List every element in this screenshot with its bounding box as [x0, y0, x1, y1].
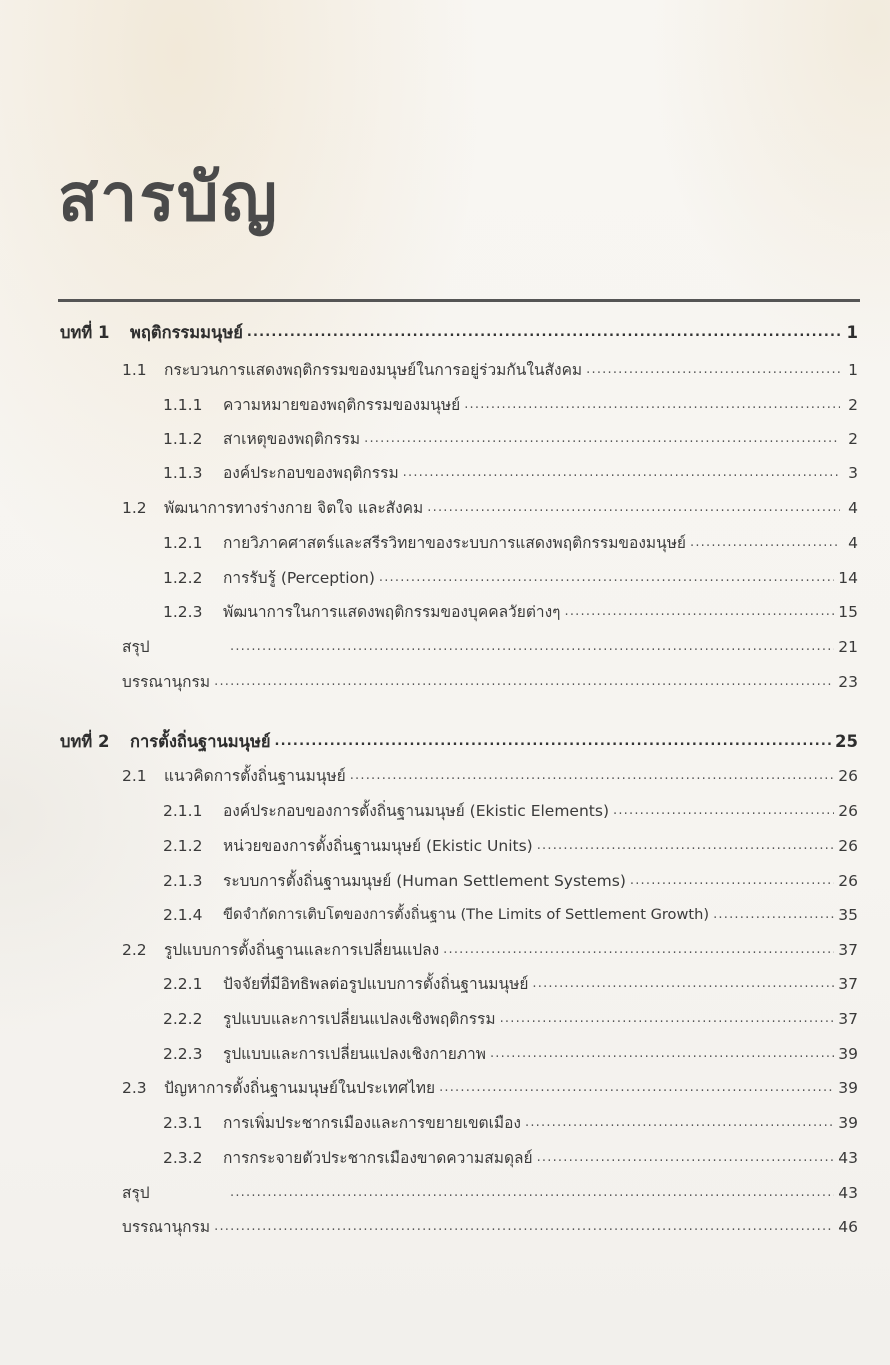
dot-leader	[586, 359, 840, 381]
toc-number: 1.2.3	[163, 603, 203, 621]
dot-leader	[565, 601, 835, 623]
toc-page-number: 14	[838, 569, 858, 587]
toc-label: ระบบการตั้งถิ่นฐานมนุษย์ (Human Settlement Systems)	[223, 872, 626, 890]
toc-subsection-2-3-1[interactable]	[163, 1108, 858, 1134]
toc-section-1-2[interactable]	[122, 493, 858, 519]
toc-number: 2.1.4	[163, 906, 203, 924]
toc-number: 2.3.1	[163, 1114, 203, 1132]
toc-section-2-3[interactable]	[122, 1073, 858, 1099]
dot-leader	[275, 731, 832, 753]
toc-number: 1.1	[122, 361, 147, 379]
page-title: สารบัญ	[58, 159, 279, 236]
toc-number: 2.2.1	[163, 975, 203, 993]
dot-leader	[350, 765, 835, 787]
toc-page-number: 39	[838, 1079, 858, 1097]
toc-number: 1.2.1	[163, 534, 203, 552]
toc-page-number: 4	[848, 534, 858, 552]
toc-label: พัฒนาการทางร่างกาย จิตใจ และสังคม	[164, 499, 424, 517]
toc-page-number: 4	[848, 499, 858, 517]
dot-leader	[490, 1043, 834, 1065]
toc-number: 1.1.3	[163, 464, 203, 482]
toc-number: 1.1.1	[163, 396, 203, 414]
toc-page-number: 2	[848, 396, 858, 414]
toc-label: องค์ประกอบของการตั้งถิ่นฐานมนุษย์ (Ekistic Elements)	[223, 802, 609, 820]
toc-number: บทที่ 1	[60, 323, 110, 342]
toc-page-number: 39	[838, 1045, 858, 1063]
toc-label: พัฒนาการในการแสดงพฤติกรรมของบุคคลวัยต่างๆ	[223, 603, 561, 621]
toc-page-number: 26	[838, 872, 858, 890]
dot-leader	[713, 904, 834, 926]
toc-number: 2.1	[122, 767, 147, 785]
toc-bibliography-2[interactable]	[122, 1212, 858, 1238]
dot-leader	[230, 636, 834, 658]
toc-page-number: 21	[838, 638, 858, 656]
toc-label: ปัจจัยที่มีอิทธิพลต่อรูปแบบการตั้งถิ่นฐานมนุษย์	[223, 975, 529, 993]
toc-subsection-2-1-2[interactable]	[163, 831, 858, 857]
toc-subsection-2-1-3[interactable]	[163, 866, 858, 892]
toc-page-number: 43	[838, 1184, 858, 1202]
dot-leader	[537, 835, 835, 857]
toc-number: 2.1.3	[163, 872, 203, 890]
dot-leader	[443, 939, 834, 961]
toc-label: การเพิ่มประชากรเมืองและการขยายเขตเมือง	[223, 1114, 522, 1132]
toc-page-number: 2	[848, 430, 858, 448]
dot-leader	[379, 567, 834, 589]
toc-label: บรรณานุกรม	[122, 1218, 211, 1236]
dot-leader	[525, 1112, 834, 1134]
dot-leader	[364, 428, 840, 450]
dot-leader	[532, 973, 834, 995]
toc-label: พฤติกรรมมนุษย์	[130, 323, 243, 342]
dot-leader	[230, 1182, 834, 1204]
toc-number: 2.3.2	[163, 1149, 203, 1167]
toc-number: 1.2	[122, 499, 147, 517]
toc-label: รูปแบบและการเปลี่ยนแปลงเชิงพฤติกรรม	[223, 1010, 496, 1028]
dot-leader	[630, 870, 834, 892]
toc-section-2-1[interactable]	[122, 761, 858, 787]
toc-label: กายวิภาคศาสตร์และสรีรวิทยาของระบบการแสดงพฤติกรรมของมนุษย์	[223, 534, 686, 552]
toc-subsection-2-2-2[interactable]	[163, 1004, 858, 1030]
toc-label: สรุป	[122, 638, 150, 656]
toc-number: 1.1.2	[163, 430, 203, 448]
toc-label: หน่วยของการตั้งถิ่นฐานมนุษย์ (Ekistic Units)	[223, 837, 533, 855]
toc-number: 2.3	[122, 1079, 147, 1097]
dot-leader	[214, 671, 834, 693]
toc-subsection-2-1-1[interactable]	[163, 796, 858, 822]
toc-number: 2.2.3	[163, 1045, 203, 1063]
toc-page-number: 26	[838, 837, 858, 855]
toc-label: แนวคิดการตั้งถิ่นฐานมนุษย์	[164, 767, 346, 785]
toc-subsection-1-2-2[interactable]	[163, 563, 858, 589]
dot-leader	[464, 394, 840, 416]
toc-label: สาเหตุของพฤติกรรม	[223, 430, 361, 448]
toc-chapter-1[interactable]	[60, 318, 858, 344]
dot-leader	[500, 1008, 835, 1030]
toc-label: องค์ประกอบของพฤติกรรม	[223, 464, 399, 482]
toc-number: 2.1.2	[163, 837, 203, 855]
toc-subsection-2-3-2[interactable]	[163, 1143, 858, 1169]
toc-number: 1.2.2	[163, 569, 203, 587]
toc-label: บรรณานุกรม	[122, 673, 211, 691]
toc-page-number: 35	[838, 906, 858, 924]
toc-page-number: 26	[838, 767, 858, 785]
toc-label: กระบวนการแสดงพฤติกรรมของมนุษย์ในการอยู่ร่วมกันในสังคม	[164, 361, 583, 379]
toc-label: รูปแบบและการเปลี่ยนแปลงเชิงกายภาพ	[223, 1045, 486, 1063]
toc-subsection-2-2-3[interactable]	[163, 1039, 858, 1065]
dot-leader	[690, 532, 840, 554]
dot-leader	[439, 1077, 834, 1099]
toc-subsection-1-1-2[interactable]	[163, 424, 858, 450]
toc-number: 2.2.2	[163, 1010, 203, 1028]
toc-page-number: 25	[835, 732, 858, 751]
title-rule	[58, 299, 860, 302]
toc-page-number: 3	[848, 464, 858, 482]
toc-subsection-1-2-3[interactable]	[163, 597, 858, 623]
toc-label: สรุป	[122, 1184, 150, 1202]
toc-summary-1[interactable]	[122, 632, 858, 658]
toc-subsection-1-1-1[interactable]	[163, 390, 858, 416]
dot-leader	[403, 462, 840, 484]
toc-label: รูปแบบการตั้งถิ่นฐานและการเปลี่ยนแปลง	[164, 941, 440, 959]
toc-summary-2[interactable]	[122, 1178, 858, 1204]
toc-page-number: 43	[838, 1149, 858, 1167]
toc-page-number: 37	[838, 1010, 858, 1028]
toc-page-number: 37	[838, 941, 858, 959]
toc-label: ปัญหาการตั้งถิ่นฐานมนุษย์ในประเทศไทย	[164, 1079, 436, 1097]
toc-label: การกระจายตัวประชากรเมืองขาดความสมดุลย์	[223, 1149, 533, 1167]
toc-bibliography-1[interactable]	[122, 667, 858, 693]
toc-label: การรับรู้ (Perception)	[223, 569, 375, 587]
toc-page-number: 15	[838, 603, 858, 621]
toc-page-number: 23	[838, 673, 858, 691]
toc-label: ความหมายของพฤติกรรมของมนุษย์	[223, 396, 461, 414]
toc-subsection-1-2-1[interactable]	[163, 528, 858, 554]
toc-label: ขีดจำกัดการเติบโตของการตั้งถิ่นฐาน (The Limits of Settlement Growth)	[223, 906, 710, 923]
toc-subsection-2-2-1[interactable]	[163, 969, 858, 995]
toc-chapter-2[interactable]	[60, 727, 858, 753]
toc-number: 2.1.1	[163, 802, 203, 820]
toc-number: บทที่ 2	[60, 732, 110, 751]
dot-leader	[613, 800, 834, 822]
toc-section-1-1[interactable]	[122, 355, 858, 381]
dot-leader	[247, 322, 840, 344]
toc-page-number: 39	[838, 1114, 858, 1132]
toc-label: การตั้งถิ่นฐานมนุษย์	[130, 732, 271, 751]
toc-page-number: 1	[848, 361, 858, 379]
toc-number: 2.2	[122, 941, 147, 959]
toc-subsection-2-1-4[interactable]	[163, 900, 858, 926]
toc-page-number: 1	[846, 323, 858, 342]
dot-leader	[537, 1147, 835, 1169]
toc-section-2-2[interactable]	[122, 935, 858, 961]
dot-leader	[427, 497, 840, 519]
toc-page-number: 26	[838, 802, 858, 820]
toc-page-number: 37	[838, 975, 858, 993]
dot-leader	[214, 1216, 834, 1238]
toc-page-number: 46	[838, 1218, 858, 1236]
toc-subsection-1-1-3[interactable]	[163, 458, 858, 484]
